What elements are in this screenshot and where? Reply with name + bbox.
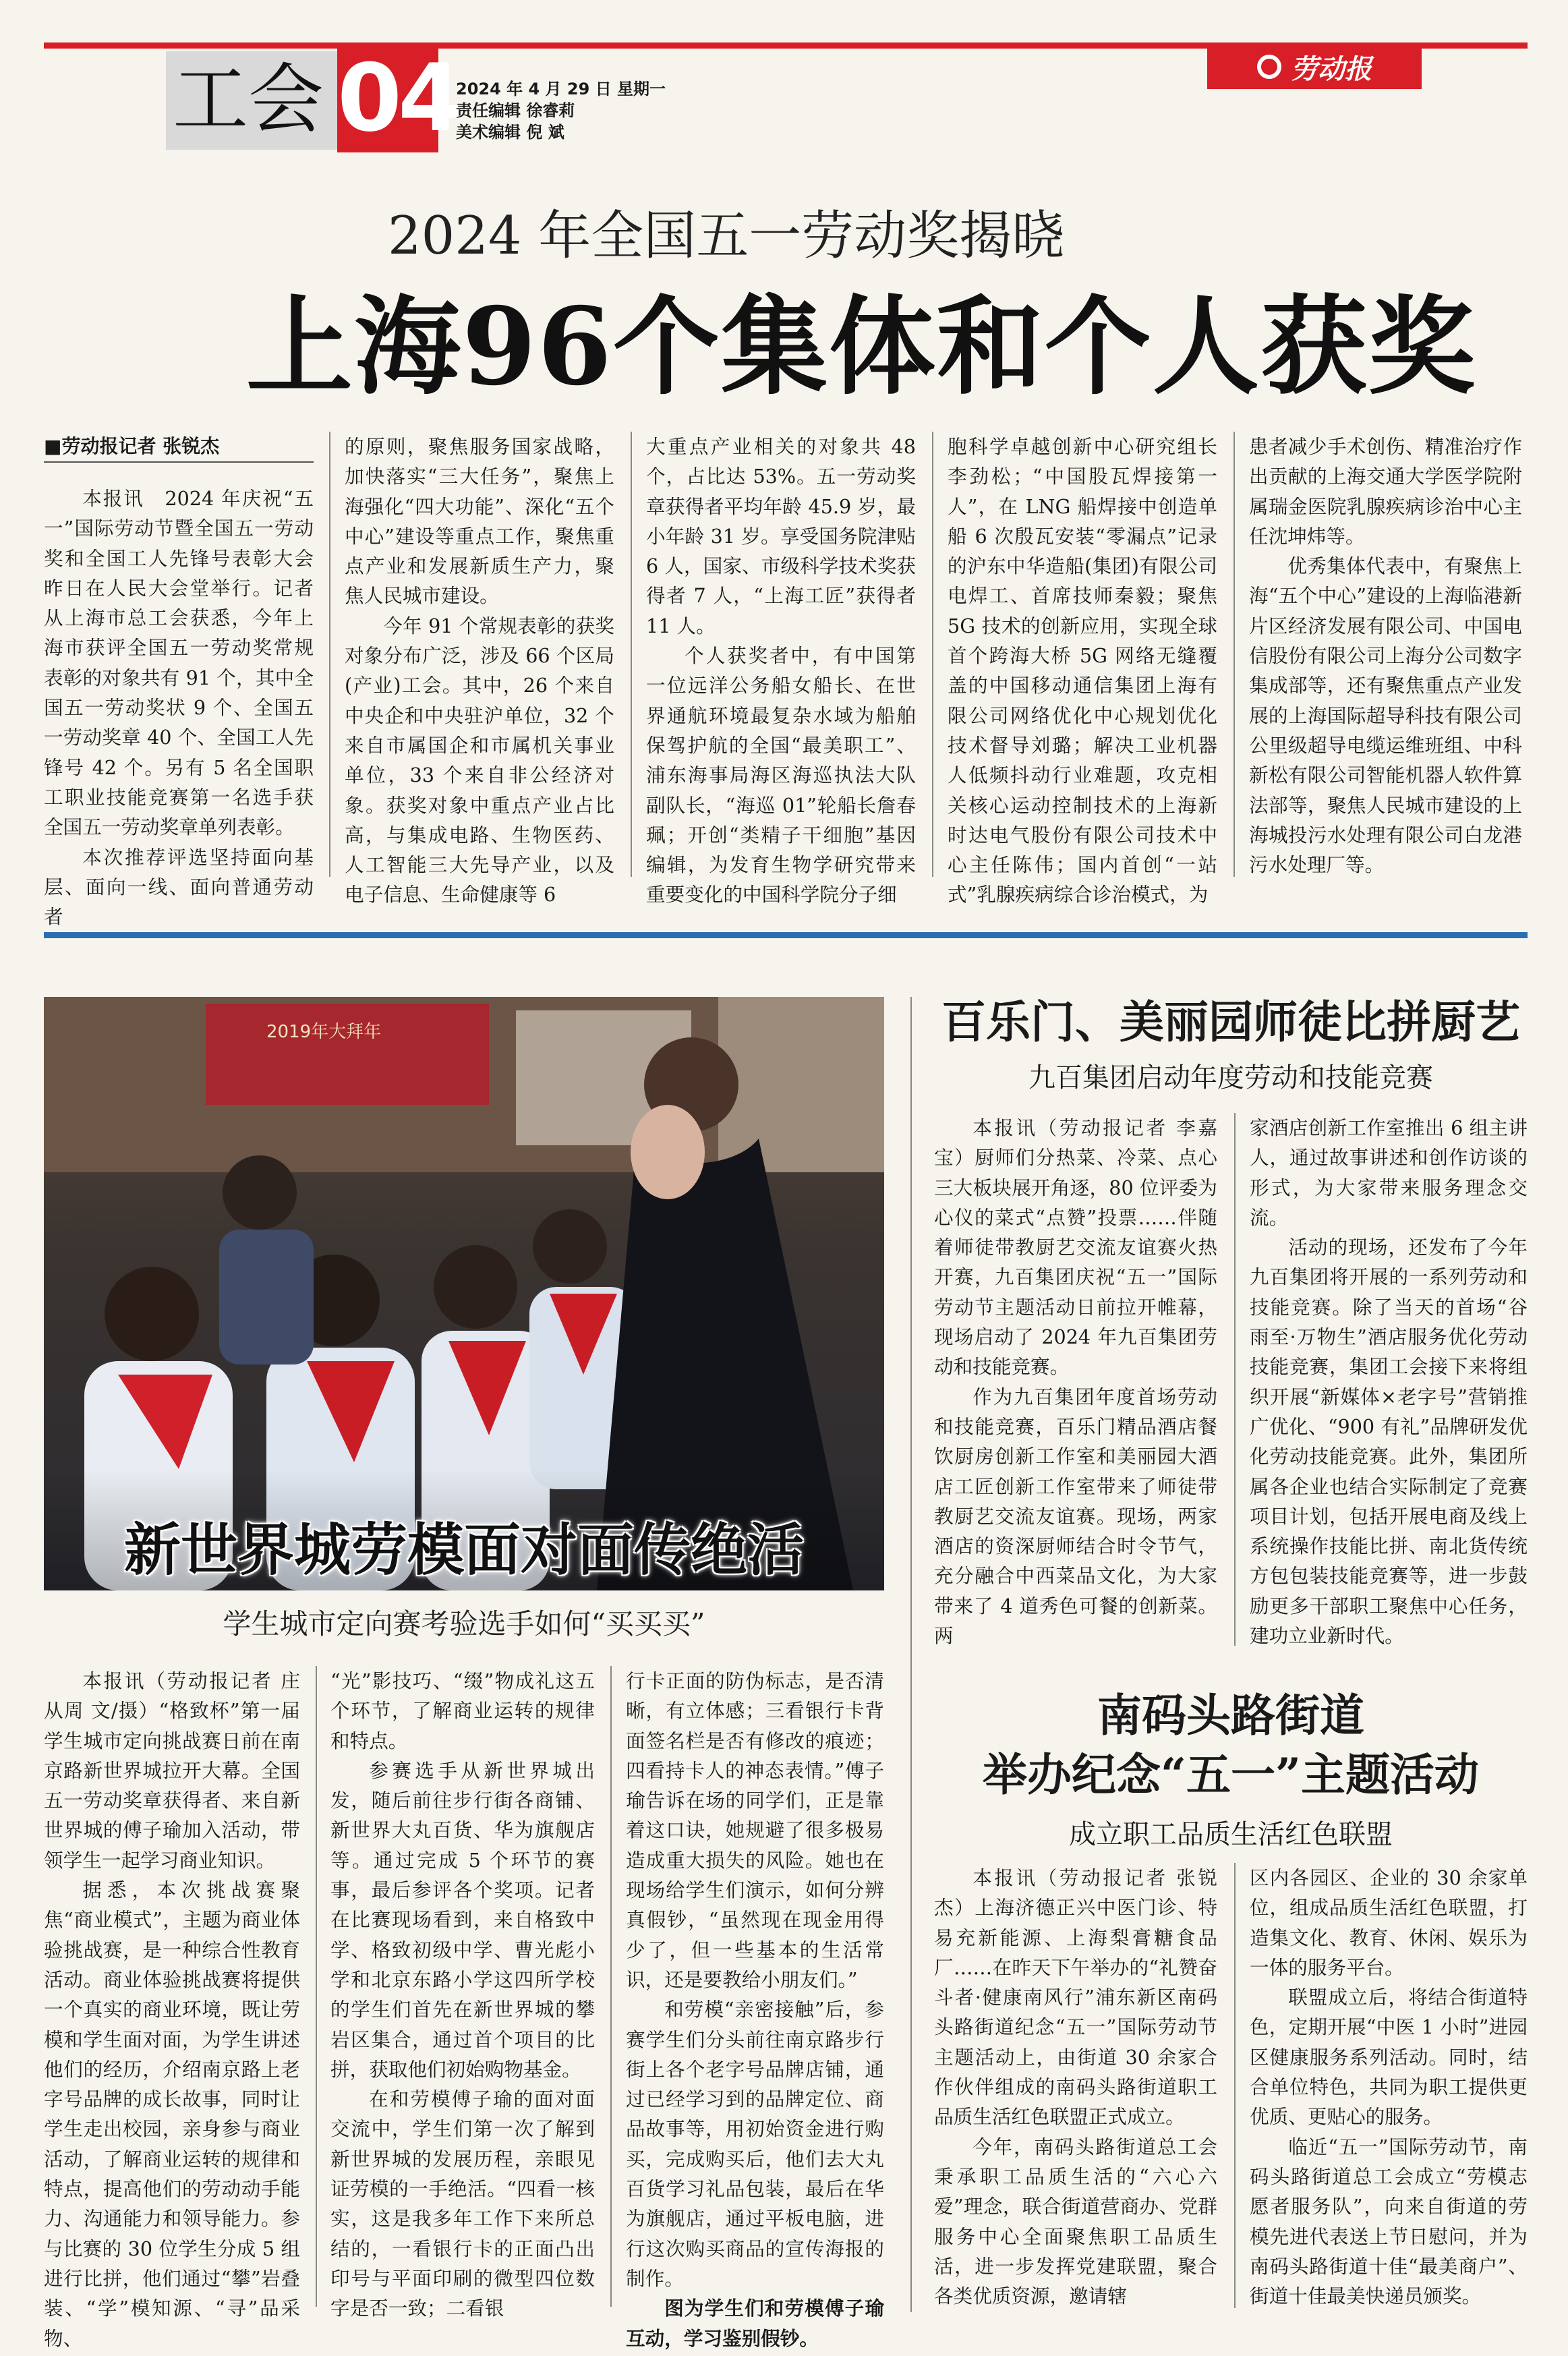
lead-c2-p2: 今年 91 个常规表彰的获奖对象分布广泛，涉及 66 个区局(产业)工会。其中，26 个来自中央企和中央驻沪单位，32 个来自市属国企和市属机关事业单位，33 个来自非公经济对象。获奖对象中重点产业占比高，与集成电路、生物医药、人工智能三大先导产业，以及电子信息、生命健康等 6 xyxy=(345,614,614,907)
story-b-subhead: 九百集团启动年度劳动和技能竞赛 xyxy=(1028,1062,1433,1093)
art-editor-line: 美术编辑 倪 斌 xyxy=(456,123,564,142)
ps-caption: 图为学生们和劳模傅子瑜互动，学习鉴别假钞。 xyxy=(626,2297,884,2350)
lead-column-5 xyxy=(1249,432,1522,880)
byline-rule xyxy=(44,461,314,463)
story-b-headline: 百乐门、美丽园师徒比拼厨艺 xyxy=(941,996,1520,1048)
ps-divider-2 xyxy=(610,1666,612,2307)
lead-c5-p1: 患者减少手术创伤、精准治疗作出贡献的上海交通大学医学院附属瑞金医院乳腺疾病诊治中心主任沈坤炜等。 xyxy=(1249,435,1522,548)
lead-c1-p2: 本次推荐评选坚持面向基层、面向一线、面向普通劳动者 xyxy=(44,845,314,929)
ps-c3-p2: 和劳模“亲密接触”后，参赛学生们分头前往南京路步行街上各个老字号品牌店铺，通过已经学习到的品牌定位、商品故事等，用初始资金进行购买，完成购买后，他们去大丸百货学习礼品包装，最后在华为旗舰店，通过平板电脑，进行这次购买商品的宣传海报的制作。 xyxy=(626,1998,884,2290)
lead-c3-p2: 个人获奖者中，有中国第一位远洋公务船女船长、在世界通航环境最复杂水域为船舶保驾护航的全国“最美职工”、浦东海事局海区海巡执法大队副队长，“海巡 01”轮船长詹春珮；开创“类精子干细胞”基因编辑，为发育生物学研究带来重要变化的中国科学院分子细 xyxy=(646,644,916,907)
sc-c2-p2: 联盟成立后，将结合街道特色，定期开展“中医 1 小时”进园区健康服务系列活动。同时，结合单位特色，共同为职工提供更优质、更贴心的服务。 xyxy=(1250,1986,1528,2129)
lead-c2-p1: 的原则，聚焦服务国家战略，加快落实“三大任务”，聚焦上海强化“四大功能”、深化“五个中心”建设等重点工作，聚焦重点产业和发展新质生产力，聚焦人民城市建设。 xyxy=(345,435,614,608)
editor-line: 责任编辑 徐睿莉 xyxy=(456,101,575,120)
lead-column-2 xyxy=(345,432,614,910)
section-blue-rule xyxy=(44,932,1528,938)
story-b-column-1 xyxy=(934,1113,1217,1650)
photo-sign-text: 2019年大拜年 xyxy=(266,1022,382,1042)
photo-story-column-3 xyxy=(626,1666,884,2353)
sc-c1-p2: 今年，南码头路街道总工会秉承职工品质生活的“六心六爱”理念，联合街道营商办、党群服务中心全面聚焦职工品质生活，进一步发挥党建联盟，聚合各类优质资源，邀请辖 xyxy=(934,2135,1217,2308)
story-c-headline-1: 南码头路街道 xyxy=(1097,1689,1364,1742)
lead-column-1 xyxy=(44,484,314,931)
photo-illustration xyxy=(44,997,884,1590)
lead-column-3 xyxy=(646,432,916,910)
sc-c1-p1: 本报讯（劳动报记者 张锐杰）上海济德正兴中医门诊、特易充新能源、上海梨膏糖食品厂……在昨天下午举办的“礼赞奋斗者·健康南风行”浦东新区南码头路街道纪念“五一”国际劳动节主题活动上，由街道 30 余家合作伙伴组成的南码头路街道职工品质生活红色联盟正式成立。 xyxy=(934,1866,1217,2129)
center-divider xyxy=(910,997,912,2312)
lead-c1-p1: 本报讯 2024 年庆祝“五一”国际劳动节暨全国五一劳动奖和全国工人先锋号表彰大会昨日在人民大会堂举行。记者从上海市总工会获悉，今年上海市获评全国五一劳动奖常规表彰的对象共有 91 个，其中全国五一劳动奖状 9 个、全国五一劳动奖章 40 个、全国工人先锋号 42 个。另有 5 名全国职工职业技能竞赛第一名选手获全国五一劳动奖章单列表彰。 xyxy=(44,487,314,839)
sb-c2-p1: 家酒店创新工作室推出 6 组主讲人，通过故事讲述和创作访谈的形式，为大家带来服务理念交流。 xyxy=(1250,1116,1528,1229)
ps-c1-p1: 本报讯（劳动报记者 庄从周 文/摄）“格致杯”第一届学生城市定向挑战赛日前在南京路新世界城拉开大幕。全国五一劳动奖章获得者、来自新世界城的傅子瑜加入活动，带领学生一起学习商业知识。 xyxy=(44,1669,300,1872)
lead-c5-p2: 优秀集体代表中，有聚焦上海“五个中心”建设的上海临港新片区经济发展有限公司、中国电信股份有限公司上海分公司数字集成部等，还有聚焦重点产业发展的上海国际超导科技有限公司公里级超导电缆运维班组、中科新松有限公司智能机器人软件算法部等，聚焦人民城市建设的上海城投污水处理有限公司白龙港污水处理厂等。 xyxy=(1249,554,1522,877)
sb-c1-p2: 作为九百集团年度首场劳动和技能竞赛，百乐门精品酒店餐饮厨房创新工作室和美丽园大酒店工匠创新工作室带来了师徒带教厨艺交流友谊赛。现场，两家酒店的资深厨师结合时令节气，充分融合中西菜品文化，为大家带来了 4 道秀色可餐的创新菜。两 xyxy=(934,1385,1217,1648)
photo-story-subtitle: 学生城市定向赛考验选手如何“买买买” xyxy=(223,1607,705,1640)
lead-divider-2 xyxy=(631,432,632,877)
lead-column-4 xyxy=(948,432,1217,910)
story-c-subhead: 成立职工品质生活红色联盟 xyxy=(1069,1819,1393,1850)
photo-story-column-1 xyxy=(44,1666,300,2353)
section-title: 工会 xyxy=(173,56,324,144)
photo-caption-title: 新世界城劳模面对面传绝活 xyxy=(123,1516,804,1583)
ps-c2-p1: “光”影技巧、“缀”物成礼这五个环节，了解商业运转的规律和特点。 xyxy=(330,1669,595,1752)
sb-c2-p2: 活动的现场，还发布了今年九百集团将开展的一系列劳动和技能竞赛。除了当天的首场“谷雨至·万物生”酒店服务优化劳动技能竞赛，集团工会接下来将组织开展“新媒体×老字号”营销推广优化、“900 有礼”品牌研发优化劳动技能竞赛。此外，集团所属各企业也结合实际制定了竞赛项目计划，包括开展电商及线上系统操作技能比拼、南北货传统方包包装技能竞赛等，进一步鼓励更多干部职工聚焦中心任务，建功立业新时代。 xyxy=(1250,1236,1528,1648)
lead-divider-4 xyxy=(1233,432,1235,877)
ps-c2-p2: 参赛选手从新世界城出发，随后前往步行街各商铺、新世界大丸百货、华为旗舰店等。通过完成 5 个环节的赛事，最后参评各个奖项。记者在比赛现场看到，来自格致中学、格致初级中学、曹光彪小学和北京东路小学这四所学校的学生们首先在新世界城的攀岩区集合，通过首个项目的比拼，获取他们初始购物基金。 xyxy=(330,1758,595,2081)
brand-mark-icon xyxy=(1257,55,1281,79)
ps-c3-p1: 行卡正面的防伪标志，是否清晰，有立体感；三看银行卡背面签名栏是否有修改的痕迹；四看持卡人的神态表情。”傅子瑜告诉在场的同学们，正是靠着这口诀，她规避了很多极易造成重大损失的风险。她也在现场给学生们演示，如何分辨真假钞，“虽然现在现金用得少了，但一些基本的生活常识，还是要教给小朋友们。” xyxy=(626,1669,884,1991)
story-c-headline-2: 举办纪念“五一”主题活动 xyxy=(983,1748,1479,1801)
lead-headline: 上海96个集体和个人获奖 xyxy=(246,285,1476,409)
photo-story-column-2 xyxy=(330,1666,595,2324)
sb-c1-p1: 本报讯（劳动报记者 李嘉宝）厨师们分热菜、冷菜、点心三大板块展开角逐，80 位评委为心仪的菜式“点赞”投票……伴随着师徒带教厨艺交流友谊赛火热开赛，九百集团庆祝“五一”国际劳动节主题活动日前拉开帷幕，现场启动了 2024 年九百集团劳动和技能竞赛。 xyxy=(934,1116,1217,1379)
lead-c3-p1: 大重点产业相关的对象共 48 个，占比达 53%。五一劳动奖章获得者平均年龄 45.9 岁，最小年龄 31 岁。享受国务院津贴 6 人，国家、市级科学技术奖获得者 7 人，“上海工匠”获得者 11 人。 xyxy=(646,435,916,637)
sb-divider xyxy=(1234,1113,1236,1646)
sc-divider xyxy=(1234,1863,1236,2308)
story-b-column-2 xyxy=(1250,1113,1528,1650)
story-c-column-1 xyxy=(934,1863,1217,2311)
ps-c1-p2: 据悉，本次挑战赛聚焦“商业模式”，主题为商业体验挑战赛，是一种综合性教育活动。商业体验挑战赛将提供一个真实的商业环境，既让劳模和学生面对面，为学生讲述他们的经历，介绍南京路上老字号品牌的成长故事，同时让学生走出校园，亲身参与商业活动，了解商业运转的规律和特点，提高他们的劳动动手能力、沟通能力和领导能力。参与比赛的 30 位学生分成 5 组进行比拼，他们通过“攀”岩叠装、“学”模知源、“寻”品采物、 xyxy=(44,1878,300,2350)
story-c-column-2 xyxy=(1250,1863,1528,2311)
lead-divider-1 xyxy=(329,432,330,877)
brand-logo xyxy=(1207,45,1422,89)
lead-byline: ■劳动报记者 张锐杰 xyxy=(44,435,220,457)
sc-c2-p1: 区内各园区、企业的 30 余家单位，组成品质生活红色联盟，打造集文化、教育、休闲、娱乐为一体的服务平台。 xyxy=(1250,1866,1528,1979)
ps-c2-p3: 在和劳模傅子瑜的面对面交流中，学生们第一次了解到新世界城的发展历程，亲眼见证劳模的一手绝活。“四看一核实，这是我多年工作下来所总结的，一看银行卡的正面凸出印号与平面印刷的微型四位数字是否一致；二看银 xyxy=(330,2088,595,2320)
page-number: 04 xyxy=(337,44,459,152)
lead-c4-p1: 胞科学卓越创新中心研究组长李劲松；“中国股瓦焊接第一人”，在 LNG 船焊接中创造单船 6 次殷瓦安装“零漏点”记录的沪东中华造船(集团)有限公司电焊工、首席技师秦毅；聚焦 5G 技术的创新应用，实现全球首个跨海大桥 5G 网络无缝覆盖的中国移动通信集团上海有限公司网络优化中心规划优化技术督导刘璐；解决工业机器人低频抖动行业难题，攻克相关核心运动控制技术的上海新时达电气股份有限公司技术中心主任陈伟；国内首创“一站式”乳腺疾病综合诊治模式，为 xyxy=(948,435,1217,907)
news-photo xyxy=(44,997,884,1590)
sc-c2-p3: 临近“五一”国际劳动节，南码头路街道总工会成立“劳模志愿者服务队”，向来自街道的劳模先进代表送上节日慰问，并为南码头路街道十佳“最美商户”、街道十佳最美快递员颁奖。 xyxy=(1250,2135,1528,2308)
lead-kicker: 2024 年全国五一劳动奖揭晓 xyxy=(388,206,1065,266)
date-line: 2024 年 4 月 29 日 星期一 xyxy=(456,80,666,98)
lead-divider-3 xyxy=(932,432,933,877)
ps-divider-1 xyxy=(316,1666,317,2307)
brand-name: 劳动报 xyxy=(1291,53,1372,85)
